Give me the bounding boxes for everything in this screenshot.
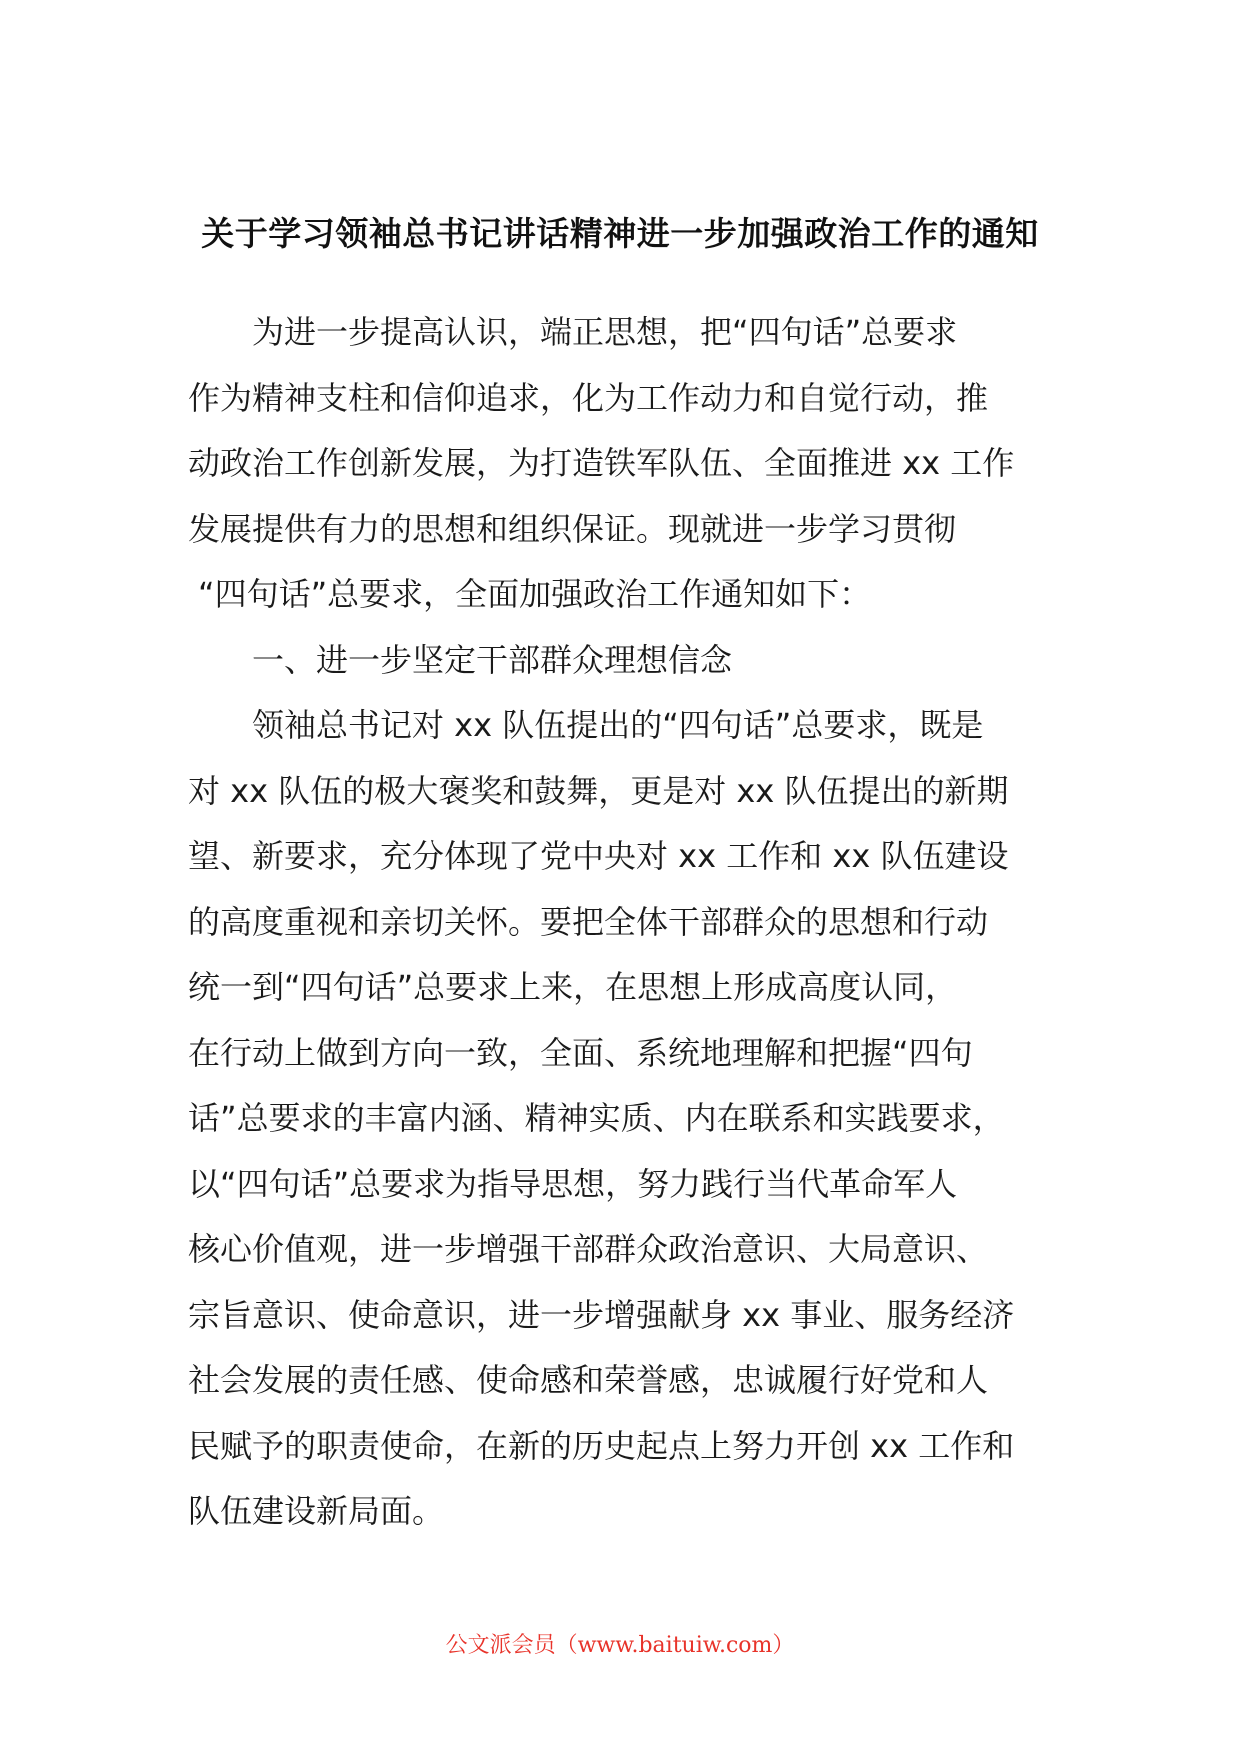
paragraph-line: 统一到“四句话”总要求上来，在思想上形成高度认同， <box>188 968 958 1006</box>
section-heading: 一、进一步坚定干部群众理想信念 <box>252 640 733 679</box>
footer-watermark: 公文派会员（www.baituiw.com） <box>445 1633 795 1658</box>
paragraph-line: 为进一步提高认识，端正思想，把“四句话”总要求 <box>252 313 958 351</box>
paragraph-line: 作为精神支柱和信仰追求，化为工作动力和自觉行动，推 <box>188 378 989 417</box>
paragraph-line: 话”总要求的丰富内涵、精神实质、内在联系和实践要求， <box>188 1099 1005 1137</box>
document-title: 关于学习领袖总书记讲话精神进一步加强政治工作的通知 <box>201 214 1039 253</box>
paragraph-line: “四句话”总要求，全面加强政治工作通知如下： <box>198 575 872 613</box>
paragraph-line: 望、新要求，充分体现了党中央对 xx 工作和 xx 队伍建设 <box>188 837 1009 875</box>
paragraph-line: 的高度重视和亲切关怀。要把全体干部群众的思想和行动 <box>188 902 989 941</box>
paragraph-line: 对 xx 队伍的极大褒奖和鼓舞，更是对 xx 队伍提出的新期 <box>188 771 1009 810</box>
paragraph-line: 以“四句话”总要求为指导思想，努力践行当代革命军人 <box>188 1164 958 1203</box>
paragraph-line: 在行动上做到方向一致，全面、系统地理解和把握“四句 <box>188 1033 973 1072</box>
paragraph-line: 动政治工作创新发展，为打造铁军队伍、全面推进 xx 工作 <box>188 444 1015 482</box>
paragraph-line: 社会发展的责任感、使命感和荣誉感，忠诚履行好党和人 <box>188 1361 989 1399</box>
paragraph-line: 核心价值观，进一步增强干部群众政治意识、大局意识、 <box>188 1230 989 1268</box>
paragraph-line: 民赋予的职责使命，在新的历史起点上努力开创 xx 工作和 <box>188 1426 1015 1465</box>
paragraph-line: 宗旨意识、使命意识，进一步增强献身 xx 事业、服务经济 <box>188 1295 1015 1334</box>
paragraph-line: 发展提供有力的思想和组织保证。现就进一步学习贯彻 <box>188 509 957 548</box>
paragraph-line: 领袖总书记对 xx 队伍提出的“四句话”总要求，既是 <box>252 706 984 744</box>
document-body <box>188 300 1068 1545</box>
paragraph-line: 队伍建设新局面。 <box>188 1492 445 1530</box>
